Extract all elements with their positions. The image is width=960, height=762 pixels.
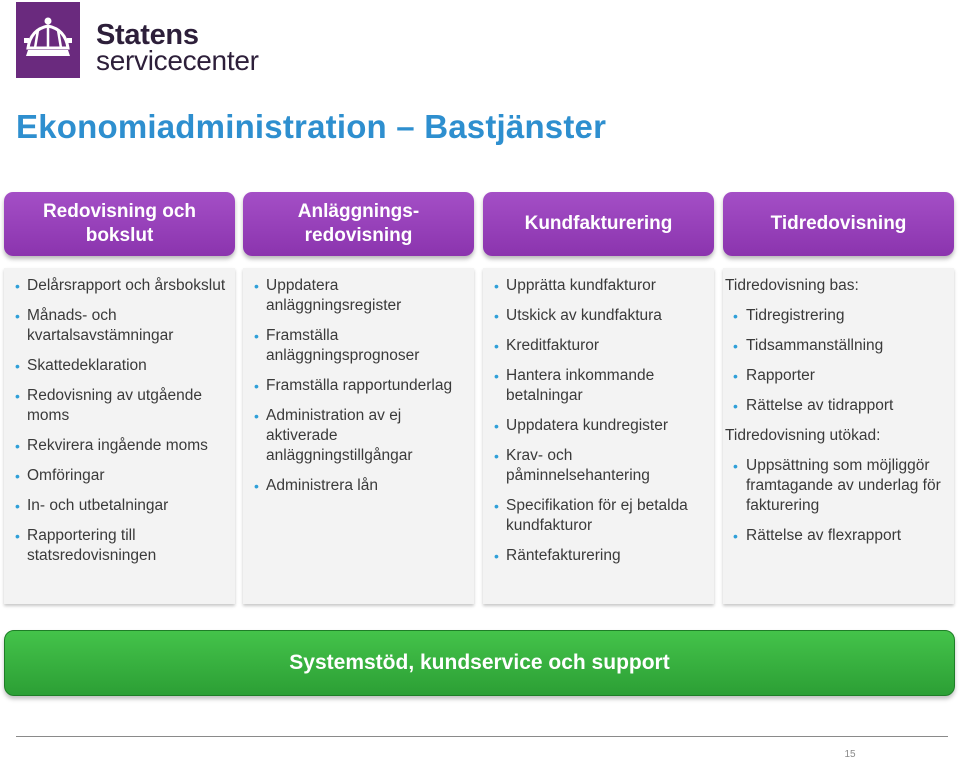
list-item: • Redovisning av utgående moms [15,386,229,426]
list-item: • Specifikation för ej betalda kundfakturor [494,496,708,536]
list-item: • Administrera lån [254,476,468,496]
list-item: • Hantera inkommande betalningar [494,366,708,406]
list-item: • Rapportering till statsredovisningen [15,526,229,566]
column-header-anlaggning: Anläggnings-redovisning [243,192,474,256]
column-header-tidredovisning: Tidredovisning [723,192,954,256]
group-label-bas: Tidredovisning bas: [725,277,859,294]
logo-line-2: servicecenter [96,45,259,76]
list-item: • Rättelse av tidrapport [733,396,948,416]
list-item: • Uppdatera anläggningsregister [254,276,468,316]
list-item: • Delårsrapport och årsbokslut [15,276,229,296]
list-item: • Uppsättning som möjliggör framtagande av underlag för fakturering [733,456,948,516]
column-header-redovisning: Redovisning och bokslut [4,192,235,256]
page-number: 15 [844,749,856,760]
logo [16,2,259,78]
list-item: • Räntefakturering [494,546,708,566]
list-item: • Krav- och påminnelsehantering [494,446,708,486]
logo-wordmark [96,19,259,76]
crown-logo-icon [16,2,80,78]
list-item: • Omföringar [15,466,229,486]
system-support-banner: Systemstöd, kundservice och support [4,630,955,696]
list-item: • Kreditfakturor [494,336,708,356]
column-body-kundfakturering [483,268,714,604]
footer-divider [16,736,948,737]
list-item: • Tidregistrering [733,306,948,326]
list-item: • Skattedeklaration [15,356,229,376]
column-header-kundfakturering: Kundfakturering [483,192,714,256]
list-item: • Tidsammanställning [733,336,948,356]
list-item: • Upprätta kundfakturor [494,276,708,296]
column-body-redovisning [4,268,235,604]
list-item: • Rapporter [733,366,948,386]
group-label-utokad: Tidredovisning utökad: [725,427,881,444]
column-body-anlaggning [243,268,474,604]
list-item: • Administration av ej aktiverade anläggningstillgångar [254,406,468,466]
list-item: • Utskick av kundfaktura [494,306,708,326]
list-item: • Framställa anläggningsprognoser [254,326,468,366]
list-item: • Uppdatera kundregister [494,416,708,436]
logo-line-1: Statens [96,19,199,51]
column-body-tidredovisning [723,268,954,604]
list-item: • Rättelse av flexrapport [733,526,948,546]
page-title: Ekonomiadministration – Bastjänster [16,108,607,145]
list-item: • In- och utbetalningar [15,496,229,516]
list-item: • Rekvirera ingående moms [15,436,229,456]
list-item: • Månads- och kvartalsavstämningar [15,306,229,346]
list-item: • Framställa rapportunderlag [254,376,468,396]
